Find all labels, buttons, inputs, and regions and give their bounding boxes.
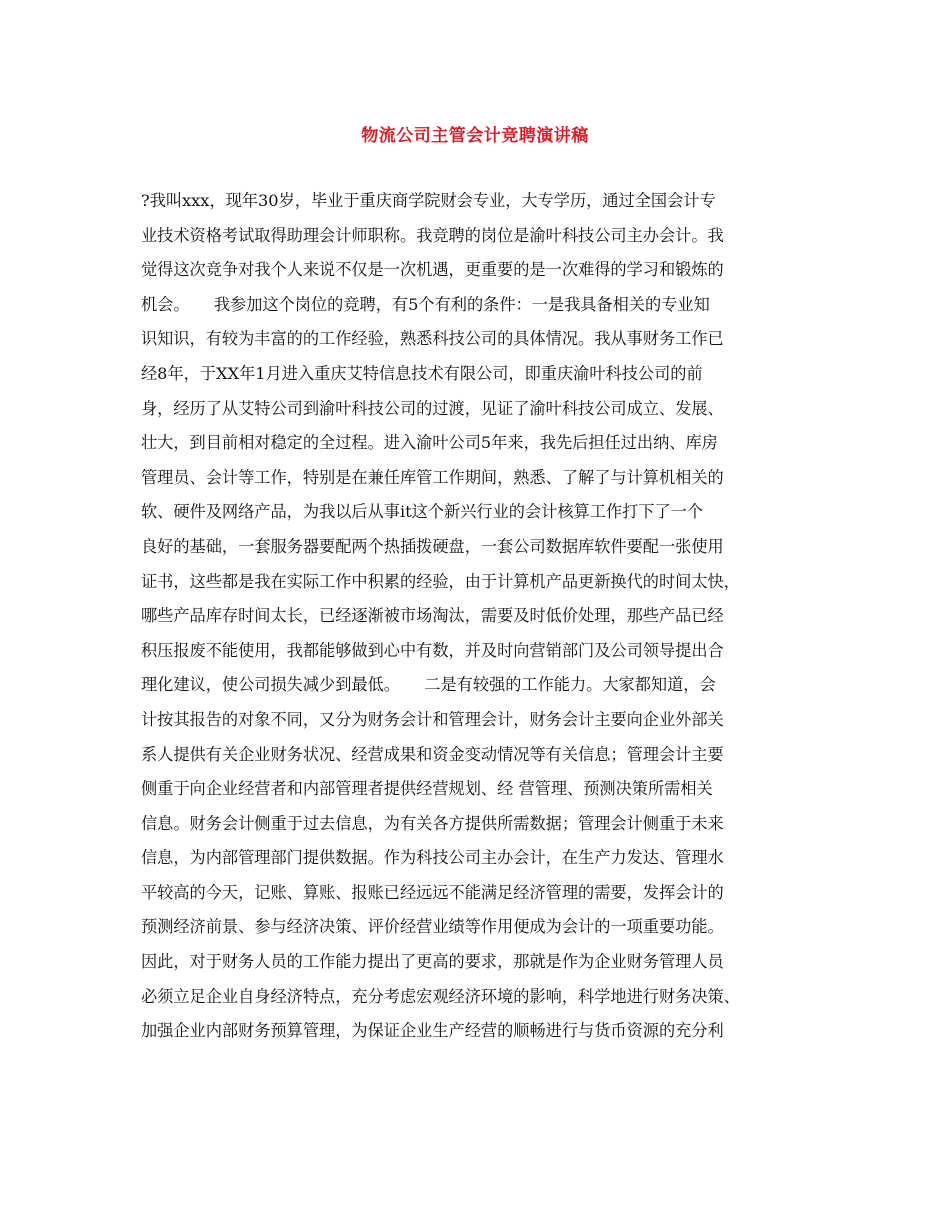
body-line: 证书，这些都是我在实际工作中积累的经验，由于计算机产品更新换代的时间太快， — [141, 571, 740, 591]
body-line: 加强企业内部财务预算管理，为保证企业生产经营的顺畅进行与货币资源的充分利 — [141, 1021, 724, 1041]
body-line: 管理员、会计等工作，特别是在兼任库管工作期间，熟悉、了解了与计算机相关的 — [141, 467, 724, 487]
body-line: 经8年，于XX年1月进入重庆艾特信息技术有限公司，即重庆渝叶科技公司的前 — [141, 363, 703, 383]
body-line: 理化建议，使公司损失减少到最低。 二是有较强的工作能力。大家都知道，会 — [141, 675, 716, 695]
document-body — [141, 184, 823, 1049]
body-line: ?我叫xxx，现年30岁，毕业于重庆商学院财会专业，大专学历，通过全国会计专 — [141, 191, 716, 210]
body-line: 业技术资格考试取得助理会计师职称。我竞聘的岗位是渝叶科技公司主办会计。我 — [141, 225, 724, 245]
body-line: 信息。财务会计侧重于过去信息，为有关各方提供所需数据；管理会计侧重于未来 — [141, 813, 724, 833]
body-line: 必须立足企业自身经济特点，充分考虑宏观经济环境的影响，科学地进行财务决策、 — [141, 986, 740, 1006]
body-line: 觉得这次竞争对我个人来说不仅是一次机遇，更重要的是一次难得的学习和锻炼的 — [141, 260, 724, 280]
body-line: 机会。 我参加这个岗位的竞聘，有5个有利的条件：一是我具备相关的专业知 — [141, 294, 710, 314]
body-line: 良好的基础，一套服务器要配两个热插拨硬盘，一套公司数据库软件要配一张使用 — [141, 536, 724, 556]
body-line: 预测经济前景、参与经济决策、评价经营业绩等作用便成为会计的一项重要功能。 — [141, 917, 724, 937]
body-line: 计按其报告的对象不同，又分为财务会计和管理会计，财务会计主要向企业外部关 — [141, 709, 724, 729]
body-line: 哪些产品库存时间太长，已经逐渐被市场淘汰，需要及时低价处理，那些产品已经 — [141, 606, 724, 626]
body-line: 壮大，到目前相对稳定的全过程。进入渝叶公司5年来，我先后担任过出纳、库房 — [141, 433, 718, 453]
body-line: 软、硬件及网络产品，为我以后从事it这个新兴行业的会计核算工作打下了一个 — [141, 502, 704, 522]
body-line: 信息，为内部管理部门提供数据。作为科技公司主办会计，在生产力发达、管理水 — [141, 848, 724, 868]
document-title: 物流公司主管会计竞聘演讲稿 — [361, 126, 589, 146]
body-line: 积压报废不能使用，我都能够做到心中有数，并及时向营销部门及公司领导提出合 — [141, 640, 724, 660]
body-line: 侧重于向企业经营者和内部管理者提供经营规划、经 营管理、预测决策所需相关 — [141, 779, 713, 799]
body-line: 因此，对于财务人员的工作能力提出了更高的要求，那就是作为企业财务管理人员 — [141, 952, 724, 972]
body-line: 识知识，有较为丰富的的工作经验，熟悉科技公司的具体情况。我从事财务工作已 — [141, 329, 724, 349]
body-line: 系人提供有关企业财务状况、经营成果和资金变动情况等有关信息；管理会计主要 — [141, 744, 724, 764]
body-line: 平较高的今天，记账、算账、报账已经远远不能满足经济管理的需要，发挥会计的 — [141, 882, 724, 902]
body-line: 身，经历了从艾特公司到渝叶科技公司的过渡，见证了渝叶科技公司成立、发展、 — [141, 398, 724, 418]
